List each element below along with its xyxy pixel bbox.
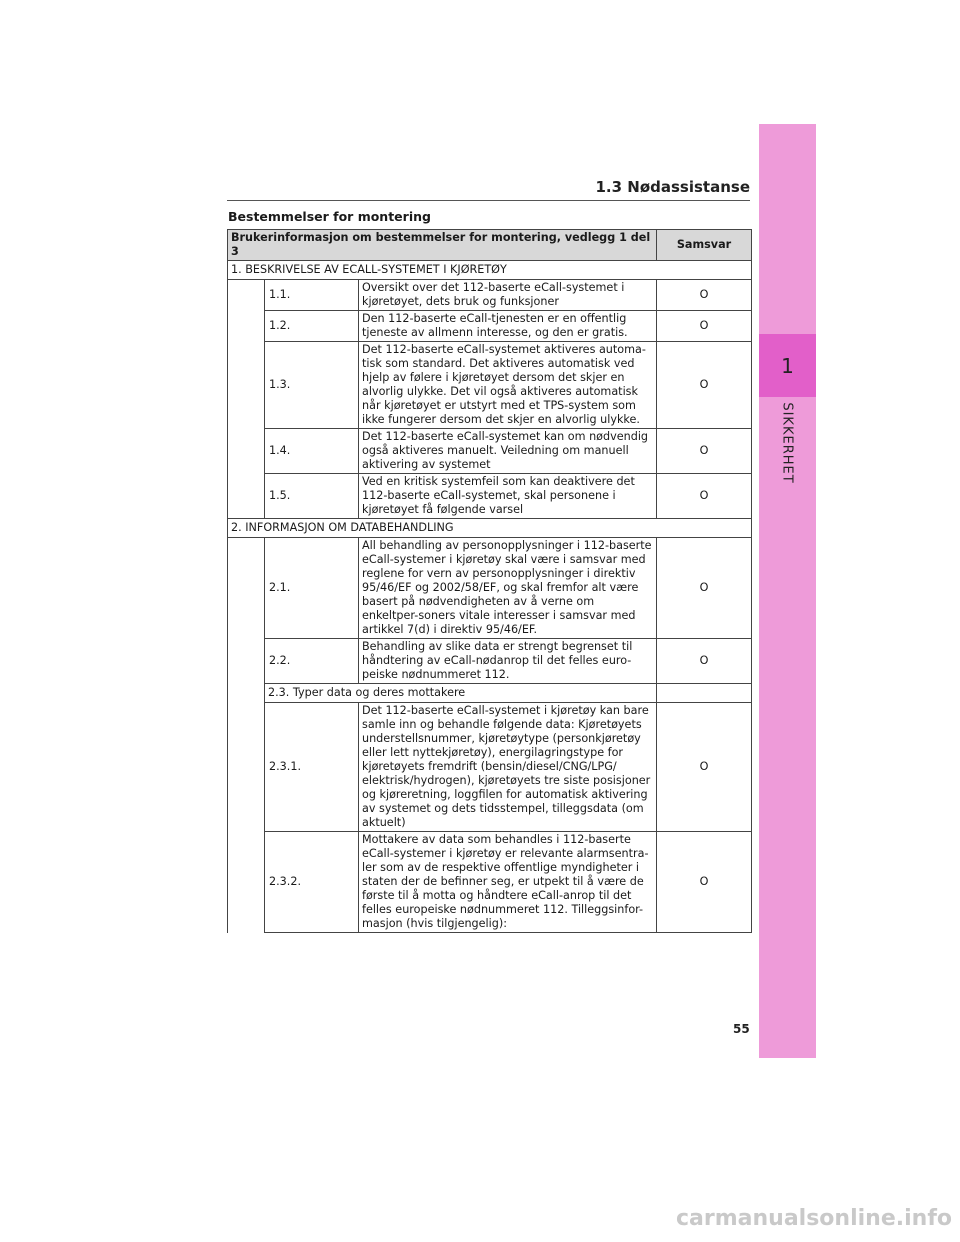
item-number: 2.3.2. — [265, 832, 359, 933]
item-number: 1.5. — [265, 474, 359, 519]
item-number: 1.3. — [265, 342, 359, 429]
compliance-value: O — [657, 280, 752, 311]
subsection-row — [228, 684, 752, 703]
column-header-compliance: Samsvar — [657, 230, 752, 261]
compliance-value: O — [657, 311, 752, 342]
table-row — [228, 703, 752, 832]
indent-cell — [228, 538, 265, 933]
compliance-value: O — [657, 832, 752, 933]
watermark-text: carmanualsonline.info — [676, 1206, 952, 1231]
table-row — [228, 639, 752, 684]
item-number: 2.2. — [265, 639, 359, 684]
regulations-table — [227, 229, 752, 933]
page-title: 1.3 Nødassistanse — [595, 178, 750, 196]
section-title: Bestemmelser for montering — [228, 209, 431, 224]
item-number: 1.4. — [265, 429, 359, 474]
chapter-number: 1 — [781, 353, 794, 378]
section-heading: 1. BESKRIVELSE AV ECALL-SYSTEMET I KJØRETØY — [228, 261, 752, 280]
table-row — [228, 280, 752, 311]
table-header-row — [228, 230, 752, 261]
item-number: 2.1. — [265, 538, 359, 639]
chapter-sidebar — [759, 124, 816, 1058]
chapter-label: SIKKERHET — [779, 402, 795, 484]
subsection-heading: 2.3. Typer data og deres mottakere — [265, 684, 657, 703]
table-row — [228, 342, 752, 429]
section-row — [228, 519, 752, 538]
page-number: 55 — [733, 1022, 750, 1036]
chapter-number-tab[interactable] — [759, 334, 816, 397]
compliance-value: O — [657, 538, 752, 639]
item-text: Mottakere av data som behandles i 112-baserte eCall-systemer i kjøretøy er relevante alarmsentra-ler som av de respektive offentlige myndigheter i staten der de befinner seg, er utpekt til å være de første til å motta og håndtere eCall-anrop til det felles europeiske nødnummeret 112. Tilleggsinfor-masjon (hvis tilgjengelig): — [359, 832, 657, 933]
table-row — [228, 832, 752, 933]
table-row — [228, 474, 752, 519]
item-text: Den 112-baserte eCall-tjenesten er en offentlig tjeneste av allmenn interesse, og den er gratis. — [359, 311, 657, 342]
compliance-value: O — [657, 342, 752, 429]
section-heading: 2. INFORMASJON OM DATABEHANDLING — [228, 519, 752, 538]
item-text: Det 112-baserte eCall-systemet kan om nødvendig også aktiveres manuelt. Veiledning om manuell aktivering av systemet — [359, 429, 657, 474]
compliance-value: O — [657, 639, 752, 684]
item-text: Det 112-baserte eCall-systemet aktiveres automa-tisk som standard. Det aktiveres automatisk ved hjelp av følere i kjøretøyet dersom det skjer en alvorlig ulykke. Det vil også aktiveres automatisk når kjøretøyet er utstyrt med et TPS-system som ikke fungerer dersom det skjer en alvorlig ulykke. — [359, 342, 657, 429]
indent-cell — [228, 280, 265, 519]
column-header-info: Brukerinformasjon om bestemmelser for montering, vedlegg 1 del 3 — [228, 230, 657, 261]
compliance-value: O — [657, 474, 752, 519]
item-number: 2.3.1. — [265, 703, 359, 832]
item-text: Oversikt over det 112-baserte eCall-systemet i kjøretøyet, dets bruk og funksjoner — [359, 280, 657, 311]
compliance-value: O — [657, 703, 752, 832]
item-text: Det 112-baserte eCall-systemet i kjøretøy kan bare samle inn og behandle følgende data: Kjøretøyets understellsnummer, kjøretøytype (personkjøretøy eller lett nyttekjøretøy), energilagringstype for kjøretøyets fremdrift (bensin/diesel/CNG/LPG/ elektrisk/hydrogen), kjøretøyets tre siste posisjoner og kjøreretning, loggfilen for automatisk aktivering av systemet og dets tidsstempel, tilleggsdata (om aktuelt) — [359, 703, 657, 832]
section-row — [228, 261, 752, 280]
item-text: All behandling av personopplysninger i 112-baserte eCall-systemer i kjøretøy skal være i samsvar med reglene for vern av personopplysninger i direktiv 95/46/EF og 2002/58/EF, og skal fremfor alt være basert på nødvendigheten av å verne om enkeltper-soners vitale interesser i samsvar med artikkel 7(d) i direktiv 95/46/EF. — [359, 538, 657, 639]
table-row — [228, 311, 752, 342]
item-text: Behandling av slike data er strengt begrenset til håndtering av eCall-nødanrop til det felles euro-peiske nødnummeret 112. — [359, 639, 657, 684]
header-divider — [227, 200, 750, 201]
item-text: Ved en kritisk systemfeil som kan deaktivere det 112-baserte eCall-systemet, skal personene i kjøretøyet få følgende varsel — [359, 474, 657, 519]
table-row — [228, 538, 752, 639]
item-number: 1.2. — [265, 311, 359, 342]
item-number: 1.1. — [265, 280, 359, 311]
compliance-value: O — [657, 429, 752, 474]
compliance-value-empty — [657, 684, 752, 703]
table-body — [228, 261, 752, 933]
table-row — [228, 429, 752, 474]
